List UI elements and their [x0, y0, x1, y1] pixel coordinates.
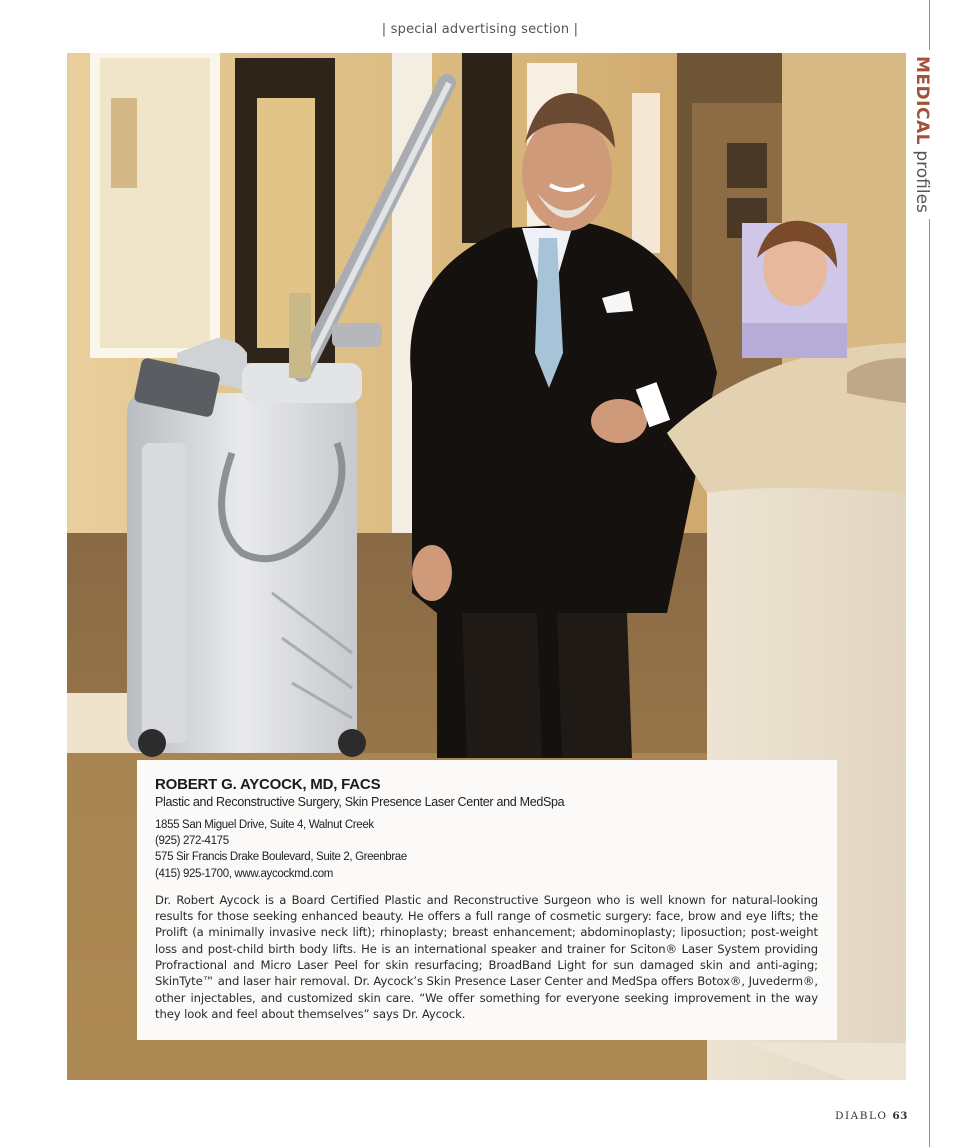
category-tab	[912, 50, 932, 219]
page-number: 63	[892, 1110, 908, 1122]
bio-paragraph: Dr. Robert Aycock is a Board Certified Plastic and Reconstructive Surgeon who is well known for natural-looking results for those seeking enhanced beauty. He offers a full range of cosmetic surgery: face, brow and eye lifts; the Prolift (a minimally invasive neck lift); rhinoplasty; breast enhancement; abdominoplasty; liposuction; post-weight loss and post-child birth body lifts. He is an international speaker and trainer for Sciton® Laser System providing Profractional and Micro Laser Peel for skin resurfacing; BroadBand Light for sun damaged skin and anti-aging; SkinTyte™ and laser hair removal. Dr. Aycock’s Skin Presence Laser Center and MedSpa offers Botox®, Juvederm®, other injectables, and customized skin care. “We offer something for everyone seeking improvement in the way they look and feel about themselves” says Dr. Aycock.	[155, 892, 818, 1021]
category-strong: MEDICAL	[912, 56, 932, 145]
profile-card	[137, 760, 837, 1040]
contact-block	[155, 817, 818, 882]
section-header: | special advertising section |	[381, 22, 579, 37]
phone-and-website-greenbrae: (415) 925-1700, www.aycockmd.com	[155, 867, 333, 880]
phone-walnut-creek: (925) 272-4175	[155, 835, 229, 848]
address-walnut-creek: 1855 San Miguel Drive, Suite 4, Walnut Creek	[155, 819, 374, 831]
doctor-name: ROBERT G. AYCOCK, MD, FACS	[155, 776, 381, 793]
page-footer	[835, 1110, 908, 1122]
address-greenbrae: 575 Sir Francis Drake Boulevard, Suite 2, Greenbrae	[155, 851, 407, 864]
practice-subtitle: Plastic and Reconstructive Surgery, Skin Presence Laser Center and MedSpa	[155, 795, 565, 809]
category-light: profiles	[912, 150, 932, 213]
magazine-name: DIABLO	[835, 1110, 888, 1122]
